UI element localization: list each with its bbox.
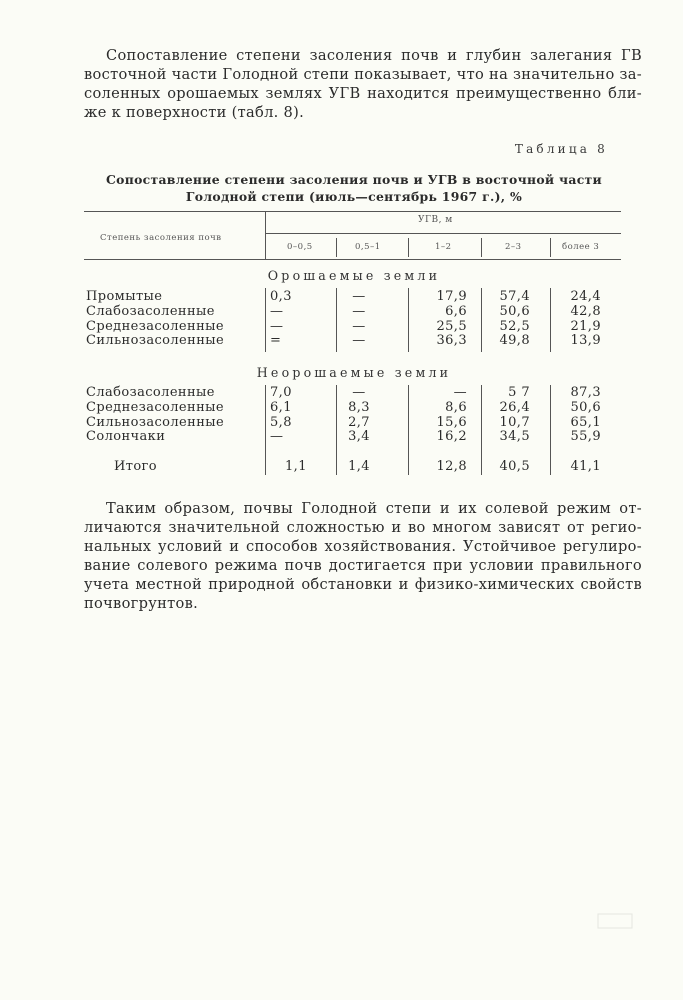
nonirrigated-row-names xyxy=(86,386,224,445)
row-name: Слабозасоленные xyxy=(86,385,215,400)
group-header: УГВ, м xyxy=(418,215,453,225)
table-cell: — xyxy=(453,385,467,400)
table-caption xyxy=(84,171,624,205)
column-divider xyxy=(336,288,337,352)
row-name: Промытые xyxy=(86,289,163,304)
column-header: 2–3 xyxy=(505,242,522,252)
table-cell: 25,5 xyxy=(436,318,467,334)
text-line: Таким образом, почвы Голодной степи и их солевой режим от- xyxy=(106,500,642,517)
table-cell: 24,4 xyxy=(570,289,601,304)
text-line: нальных условий и способов хозяйствования. Устойчивое регулиро- xyxy=(84,538,642,555)
table-cell: 6,6 xyxy=(445,303,467,319)
table-cell: 2,7 xyxy=(348,414,370,430)
row-name: Слабозасоленные xyxy=(86,303,215,319)
table-cell: 3,4 xyxy=(348,429,370,445)
irrigated-row-names xyxy=(86,290,224,349)
table-cell: 21,9 xyxy=(570,318,601,334)
irrigated-col-0.5-1 xyxy=(340,290,378,349)
table-cell: 65,1 xyxy=(570,414,601,430)
row-name: Среднезасоленные xyxy=(86,399,224,415)
table-cell: = xyxy=(270,333,282,349)
table-cell: 57,4 xyxy=(499,289,530,304)
table-cell: 26,4 xyxy=(499,399,530,415)
table-cell: 34,5 xyxy=(499,429,530,445)
column-header: более 3 xyxy=(562,242,600,252)
table-cell: 50,6 xyxy=(570,399,601,415)
irrigated-col-0-0.5 xyxy=(270,290,330,349)
column-header: 0–0,5 xyxy=(287,242,313,252)
table-cell: 13,9 xyxy=(570,333,601,349)
irrigated-col-over-3 xyxy=(560,290,601,349)
text-line: личаются значительной сложностью и во многом зависят от регио- xyxy=(84,519,642,536)
row-name: Сильнозасоленные xyxy=(86,333,225,349)
table-caption-line: Сопоставление степени засоления почв и УГВ в восточной части xyxy=(105,172,603,187)
header-divider xyxy=(550,238,551,257)
table-cell: 52,5 xyxy=(499,318,530,334)
table-cell: 16,2 xyxy=(436,429,467,445)
table-cell: 36,3 xyxy=(436,333,467,349)
stamp-mark-graphic xyxy=(596,910,636,934)
table-cell: 12,8 xyxy=(436,459,467,474)
table-cell: 5 7 xyxy=(508,385,530,400)
table-cell: 1,4 xyxy=(348,459,370,474)
text-line: учета местной природной обстановки и физико-химических свойств xyxy=(84,576,642,593)
table-cell: 10,7 xyxy=(499,414,530,430)
text-line: почвогрунтов. xyxy=(84,595,199,612)
header-divider xyxy=(336,238,337,257)
table-cell: 87,3 xyxy=(570,385,601,400)
table-cell: 42,8 xyxy=(570,303,601,319)
header-divider xyxy=(408,238,409,257)
text-line: Сопоставление степени засоления почв и глубин залегания ГВ xyxy=(106,47,642,64)
nonirrigated-col-over-3 xyxy=(560,386,601,445)
header-divider xyxy=(481,238,482,257)
stamp-mark xyxy=(596,910,636,934)
column-header: 0,5–1 xyxy=(355,242,381,252)
table-cell: 40,5 xyxy=(499,459,530,474)
irrigated-col-2-3 xyxy=(488,290,530,349)
column-divider xyxy=(408,288,409,352)
row-label-header: Степень засоления почв xyxy=(100,233,222,243)
table-cell: 1,1 xyxy=(285,459,307,474)
table-caption-line: Голодной степи (июль—сентябрь 1967 г.), % xyxy=(185,189,523,204)
table-cell: 41,1 xyxy=(570,459,601,474)
section-heading-nonirrigated: Неорошаемые земли xyxy=(256,365,452,380)
header-divider xyxy=(265,211,266,259)
column-divider xyxy=(265,288,266,352)
table-cell: — xyxy=(352,289,366,304)
table-cell: 6,1 xyxy=(270,399,292,415)
irrigated-col-1-2 xyxy=(420,290,467,349)
table-cell: 0,3 xyxy=(270,289,292,304)
row-name: Солончаки xyxy=(86,429,166,445)
table-cell: 15,6 xyxy=(436,414,467,430)
table-cell: 49,8 xyxy=(499,333,530,349)
nonirrigated-col-2-3 xyxy=(488,386,530,445)
text-line: вание солевого режима почв достигается при условии правильного xyxy=(84,557,642,574)
row-name: Сильнозасоленные xyxy=(86,414,225,430)
total-row-name: Итого xyxy=(114,459,157,474)
column-divider xyxy=(550,385,551,475)
intro-paragraph xyxy=(84,46,642,122)
header-group-rule xyxy=(266,233,621,234)
table-cell: 7,0 xyxy=(270,385,292,400)
table-cell: 50,6 xyxy=(499,303,530,319)
nonirrigated-col-1-2 xyxy=(420,386,467,445)
header-bottom-rule xyxy=(84,259,621,260)
conclusion-paragraph xyxy=(84,499,642,613)
table-cell: — xyxy=(270,318,284,334)
table-cell: — xyxy=(352,318,366,334)
column-divider xyxy=(550,288,551,352)
table-cell: — xyxy=(352,303,366,319)
section-heading-irrigated: Орошаемые земли xyxy=(267,268,441,283)
table-cell: — xyxy=(352,333,366,349)
table-cell: — xyxy=(352,385,366,400)
nonirrigated-col-0.5-1 xyxy=(340,386,378,445)
column-divider xyxy=(265,385,266,475)
table-label: Таблица 8 xyxy=(514,142,608,156)
column-header: 1–2 xyxy=(435,242,452,252)
table-cell: 8,3 xyxy=(348,399,370,415)
table-cell: 8,6 xyxy=(445,399,467,415)
row-name: Среднезасоленные xyxy=(86,318,224,334)
table-top-rule xyxy=(84,211,621,212)
column-divider xyxy=(481,288,482,352)
table-cell: — xyxy=(270,303,284,319)
table-cell: 17,9 xyxy=(436,289,467,304)
nonirrigated-col-0-0.5 xyxy=(270,386,330,445)
column-divider xyxy=(481,385,482,475)
table-cell: 5,8 xyxy=(270,414,292,430)
table-cell: 55,9 xyxy=(570,429,601,445)
column-divider xyxy=(408,385,409,475)
text-line: восточной части Голодной степи показывает, что на значительно за- xyxy=(84,66,642,83)
text-line: же к поверхности (табл. 8). xyxy=(84,104,305,121)
table-cell: — xyxy=(270,429,284,445)
text-line: соленных орошаемых землях УГВ находится преимущественно бли- xyxy=(84,85,642,102)
